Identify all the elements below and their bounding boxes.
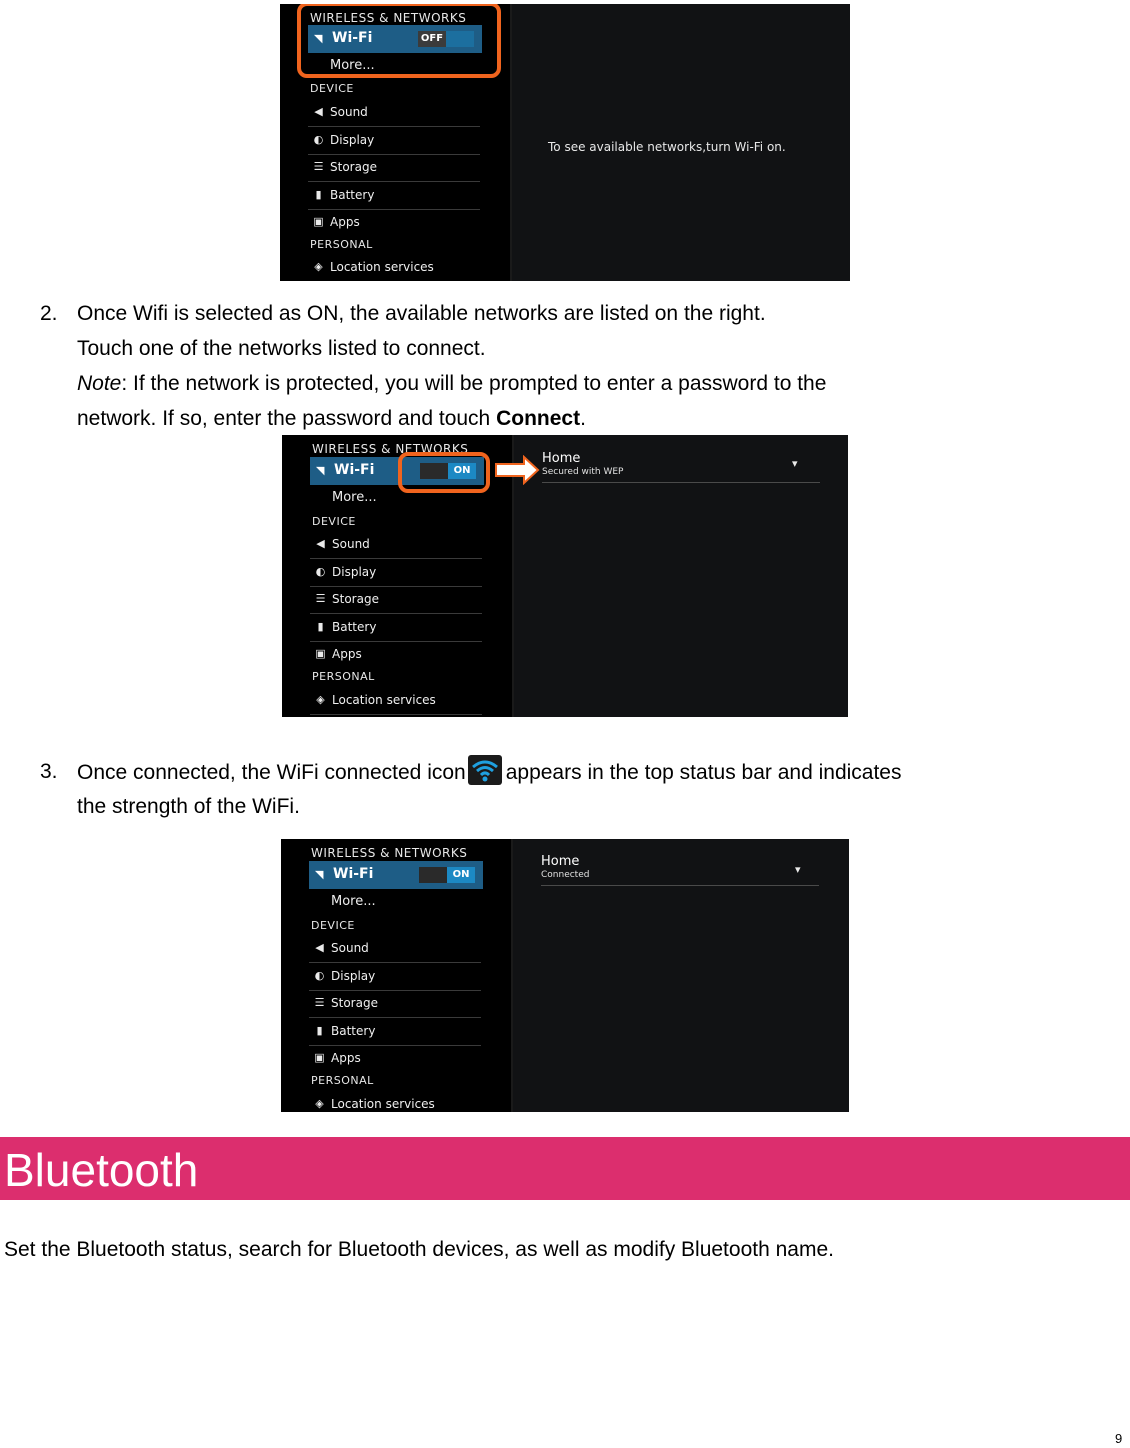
toggle-on-label: ON <box>448 463 476 479</box>
more-item[interactable]: More... <box>332 490 377 505</box>
step2-line4 <box>77 402 586 436</box>
network-divider <box>541 885 819 886</box>
sidebar-item-location[interactable] <box>309 1091 481 1112</box>
network-status: Connected <box>541 870 590 880</box>
sound-label: Sound <box>330 105 368 119</box>
highlight-wifi-toggle <box>398 452 490 493</box>
note-text: : If the network is protected, you will be prompted to enter a password to the <box>121 372 827 395</box>
toggle-off-label: OFF <box>418 31 446 47</box>
sidebar-item-battery[interactable] <box>310 614 482 642</box>
apps-label: Apps <box>330 215 360 229</box>
battery-label: Battery <box>331 1024 376 1038</box>
display-label: Display <box>332 565 377 579</box>
battery-label: Battery <box>330 188 375 202</box>
apps-icon: ▣ <box>314 1051 325 1064</box>
screenshot-wifi-connected <box>281 839 849 1112</box>
more-item[interactable]: More... <box>331 894 376 909</box>
network-status: Secured with WEP <box>542 467 624 477</box>
location-label: Location services <box>330 260 434 274</box>
sidebar-item-battery[interactable] <box>308 182 480 210</box>
storage-label: Storage <box>332 592 379 606</box>
personal-header: PERSONAL <box>312 670 375 683</box>
network-name: Home <box>541 854 580 869</box>
wifi-toggle[interactable] <box>419 867 475 883</box>
wifi-row[interactable] <box>309 861 483 889</box>
network-divider <box>542 482 820 483</box>
step3-number: 3. <box>40 760 58 783</box>
battery-icon: ▮ <box>316 1024 323 1037</box>
wireless-header: WIRELESS & NETWORKS <box>311 846 468 860</box>
wifi-connected-icon <box>468 755 502 785</box>
sidebar-item-display[interactable] <box>310 559 482 587</box>
step2-number: 2. <box>40 302 58 325</box>
sound-label: Sound <box>332 537 370 551</box>
step2-line4-end: . <box>580 407 586 430</box>
storage-label: Storage <box>330 160 377 174</box>
sidebar-item-sound[interactable] <box>308 99 480 127</box>
location-icon: ◈ <box>314 260 323 273</box>
location-icon: ◈ <box>315 1097 324 1110</box>
network-list-pane <box>513 839 849 1112</box>
wifi-off-message: To see available networks,turn Wi-Fi on. <box>548 140 786 154</box>
speaker-icon: ◀ <box>316 537 325 550</box>
display-icon: ◐ <box>314 969 325 982</box>
location-label: Location services <box>332 693 436 707</box>
step3-line1 <box>77 755 901 790</box>
storage-label: Storage <box>331 996 378 1010</box>
location-label: Location services <box>331 1097 435 1111</box>
network-name: Home <box>542 451 581 466</box>
screenshot-wifi-on-networks <box>282 435 848 717</box>
step3-line2: the strength of the WiFi. <box>77 795 300 818</box>
sidebar-item-display[interactable] <box>309 963 481 991</box>
wifi-signal-icon: ▾ <box>795 864 801 876</box>
wifi-label: Wi-Fi <box>333 866 374 882</box>
battery-icon: ▮ <box>317 620 324 633</box>
network-list-pane <box>514 435 848 717</box>
sidebar-item-apps[interactable] <box>308 209 480 236</box>
storage-icon: ☰ <box>313 160 324 173</box>
arrow-icon <box>494 455 540 485</box>
bluetooth-description: Set the Bluetooth status, search for Bluetooth devices, as well as modify Bluetooth name. <box>4 1238 834 1261</box>
device-header: DEVICE <box>312 515 356 528</box>
speaker-icon: ◀ <box>315 941 324 954</box>
sidebar-item-display[interactable] <box>308 127 480 155</box>
personal-header: PERSONAL <box>310 238 373 251</box>
sidebar-item-location[interactable] <box>310 687 482 715</box>
sidebar-item-sound[interactable] <box>309 935 481 963</box>
apps-label: Apps <box>332 647 362 661</box>
step2-line2: Touch one of the networks listed to connect. <box>77 337 486 360</box>
sidebar-item-storage[interactable] <box>308 154 480 182</box>
apps-label: Apps <box>331 1051 361 1065</box>
wifi-label: Wi-Fi <box>334 462 375 478</box>
battery-label: Battery <box>332 620 377 634</box>
wifi-icon: ◥ <box>316 464 325 477</box>
storage-icon: ☰ <box>315 592 326 605</box>
sidebar-item-apps[interactable] <box>309 1045 481 1072</box>
settings-sidebar <box>281 839 511 1112</box>
display-label: Display <box>331 969 376 983</box>
apps-icon: ▣ <box>315 647 326 660</box>
connect-bold: Connect <box>496 407 581 430</box>
step3-line1-a: Once connected, the WiFi connected icon <box>77 761 466 784</box>
highlight-wifi-toggle <box>297 4 501 78</box>
page-number: 9 <box>1115 1431 1123 1446</box>
sidebar-item-location[interactable] <box>308 254 480 281</box>
wifi-locked-icon: ▾ <box>792 458 798 470</box>
device-header: DEVICE <box>311 919 355 932</box>
bluetooth-section-banner <box>0 1137 1130 1200</box>
wifi-icon: ◥ <box>315 868 324 881</box>
screenshot-wifi-off <box>280 4 850 281</box>
wifi-detail-pane <box>512 4 850 281</box>
wifi-label: Wi-Fi <box>332 30 373 46</box>
display-icon: ◐ <box>313 133 324 146</box>
apps-icon: ▣ <box>313 215 324 228</box>
sidebar-item-storage[interactable] <box>310 586 482 614</box>
storage-icon: ☰ <box>314 996 325 1009</box>
wifi-icon: ◥ <box>314 32 323 45</box>
location-icon: ◈ <box>316 693 325 706</box>
step2-line1: Once Wifi is selected as ON, the available networks are listed on the right. <box>77 302 766 325</box>
display-label: Display <box>330 133 375 147</box>
sidebar-item-sound[interactable] <box>310 531 482 559</box>
battery-icon: ▮ <box>315 188 322 201</box>
sound-label: Sound <box>331 941 369 955</box>
step3-line1-b: appears in the top status bar and indicates <box>505 761 902 784</box>
wireless-header: WIRELESS & NETWORKS <box>310 11 467 25</box>
wireless-header: WIRELESS & NETWORKS <box>312 442 469 456</box>
sidebar-item-battery[interactable] <box>309 1018 481 1046</box>
sidebar-item-apps[interactable] <box>310 641 482 668</box>
toggle-on-label: ON <box>447 867 475 883</box>
display-icon: ◐ <box>315 565 326 578</box>
device-header: DEVICE <box>310 82 354 95</box>
step2-line4-text: network. If so, enter the password and touch <box>77 407 497 430</box>
more-item[interactable]: More... <box>330 58 375 73</box>
step2-line3 <box>77 367 826 401</box>
bluetooth-title: Bluetooth <box>4 1144 199 1196</box>
sidebar-item-storage[interactable] <box>309 990 481 1018</box>
note-label: Note <box>77 372 122 395</box>
personal-header: PERSONAL <box>311 1074 374 1087</box>
speaker-icon: ◀ <box>314 105 323 118</box>
